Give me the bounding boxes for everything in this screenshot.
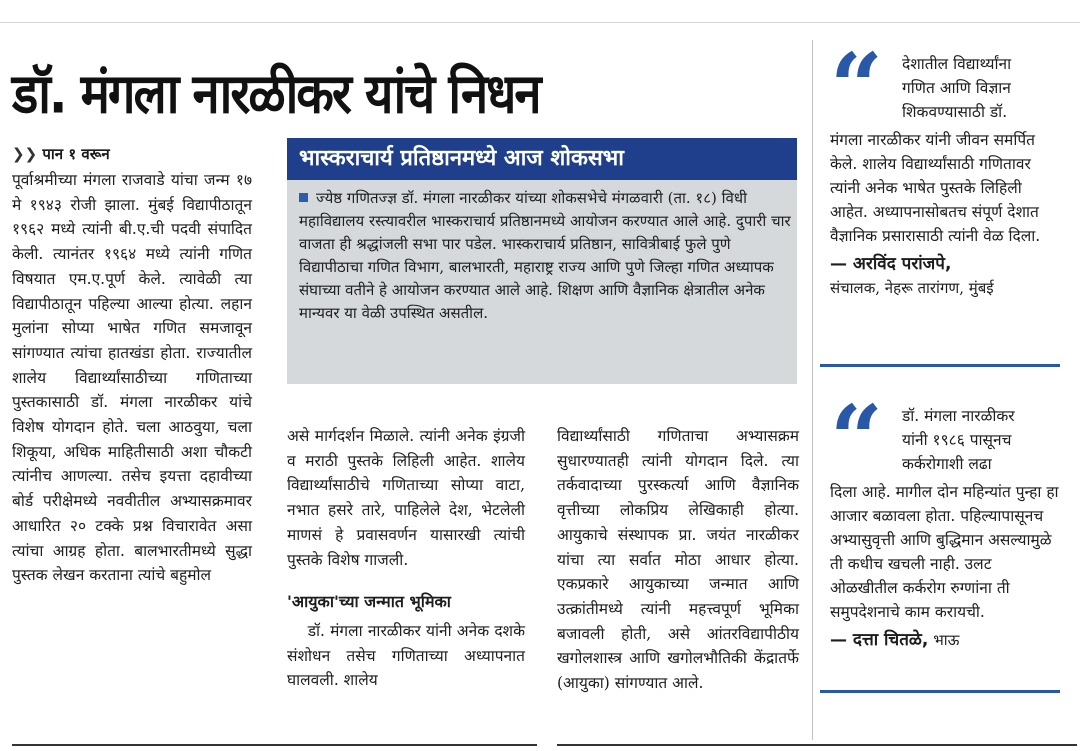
quote-block-1 <box>830 33 1062 300</box>
article-paragraph: असे मार्गदर्शन मिळाले. त्यांनी अनेक इंग्रजी व मराठी पुस्तके लिहिली आहेत. शालेय विद्यार्थ्यांसाठीचे गणिताच्या सोप्या वाटा, नभात हसरे तारे, पाहिलेले देश, भेटलेली माणसं हे प्रवासवर्णन यासारखी त्यांची पुस्तके विशेष गाजली. <box>287 427 525 569</box>
bottom-rule <box>12 744 537 751</box>
article-paragraph <box>287 619 525 693</box>
column-divider <box>812 40 813 740</box>
quote-mark-icon: “ <box>830 33 883 141</box>
quote-rule <box>820 690 1060 693</box>
subheading: 'आयुका'च्या जन्मात भूमिका <box>287 592 451 612</box>
article-paragraph-text: डॉ. मंगला नारळीकर यांनी अनेक दशके संशोधन तसेच गणिताच्या अध्यापनात घालवली. शालेय <box>287 621 525 690</box>
continued-label <box>12 144 272 164</box>
quote-line: डॉ. मंगला नारळीकर <box>902 407 1015 425</box>
bottom-rule <box>557 744 1077 751</box>
quote-designation: भाऊ <box>933 631 960 649</box>
event-box-heading: भास्कराचार्य प्रतिष्ठानमध्ये आज शोकसभा <box>287 138 797 180</box>
quote-line: शिकवण्यासाठी डॉ. <box>902 103 1008 121</box>
headline: डॉ. मंगला नारळीकर यांचे निधन <box>12 62 540 126</box>
quote-rule <box>820 364 1060 367</box>
quote-author: — अरविंद परांजपे, <box>830 254 952 274</box>
quote-block-2 <box>830 385 1062 652</box>
continued-text: पान १ वरून <box>42 145 110 163</box>
quote-line: यांनी १९८६ पासूनच <box>902 431 1012 449</box>
article-column-3 <box>557 424 799 696</box>
article-column-2 <box>287 424 525 693</box>
chevron-right-icon: ❯❯ <box>12 145 38 163</box>
article-column-1 <box>12 168 252 588</box>
top-rule <box>0 0 1080 23</box>
quote-designation: संचालक, नेहरू तारांगण, मुंबई <box>830 279 994 297</box>
event-box <box>287 138 797 384</box>
article-paragraph: विद्यार्थ्यांसाठी गणिताचा अभ्यासक्रम सुधारण्यातही त्यांनी योगदान दिले. त्या तर्कवादाच्या पुरस्कर्त्या आणि वैज्ञानिक वृत्तीच्या लोकप्रिय लेखिकाही होत्या. आयुकाचे संस्थापक प्रा. जयंत नारळीकर यांचा त्या सर्वात मोठा आधार होत्या. एकप्रकारे आयुकाच्या जन्मात आणि उत्क्रांतीमध्ये त्यांनी महत्त्वपूर्ण भूमिका बजावली होती, असे आंतरविद्यापीठीय खगोलशास्त्र आणि खगोलभौतिकी केंद्रातर्फे (आयुका) सांगण्यात आले. <box>557 427 799 693</box>
quote-line: गणित आणि विज्ञान <box>902 79 1011 97</box>
bullet-square-icon <box>299 193 308 202</box>
quote-text: दिला आहे. मागील दोन महिन्यांत पुन्हा हा आजार बळावला होता. पहिल्यापासूनच अभ्यासुवृत्ती आणि बुद्धिमान असल्यामुळे ती कधीच खचली नाही. उलट ओळखीतील कर्करोग रुग्णांना ती समुपदेशनाचे काम करायची. <box>830 483 1059 621</box>
article-paragraph: पूर्वाश्रमीच्या मंगला राजवाडे यांचा जन्म १७ मे १९४३ रोजी झाला. मुंबई विद्यापीठातून १९६२ मध्ये त्यांनी बी.ए.ची पदवी संपादित केली. त्यानंतर १९६४ मध्ये त्यांनी गणित विषयात एम.ए.पूर्ण केले. त्यावेळी त्या विद्यापीठातून पहिल्या आल्या होत्या. लहान मुलांना सोप्या भाषेत गणित समजावून सांगण्यात त्यांचा हातखंडा होता. राज्यातील शालेय विद्यार्थ्यांसाठीच्या गणिताच्या पुस्तकासाठी डॉ. मंगला नारळीकर यांचे विशेष योगदान होते. चला आठवुया, चला शिकूया, अधिक माहितीसाठी अशा चौकटी त्यांनीच आणल्या. तसेच इयत्ता दहावीच्या बोर्ड परीक्षेमध्ये नववीतील अभ्यासक्रमावर आधारित २० टक्के प्रश्न विचारावेत असा त्यांचा आग्रह होता. बालभारतीमध्ये सुद्धा पुस्तक लेखन करताना त्यांचे बहुमोल <box>12 171 252 585</box>
quote-text: मंगला नारळीकर यांनी जीवन समर्पित केले. शालेय विद्यार्थ्यांसाठी गणितावर त्यांनी अनेक भाषेत पुस्तके लिहिली आहेत. अध्यापनासोबतच संपूर्ण देशात वैज्ञानिक प्रसारासाठी त्यांनी वेळ दिला. <box>830 131 1041 245</box>
quote-line: देशातील विद्यार्थ्यांना <box>902 55 1012 73</box>
quote-line: कर्करोगाशी लढा <box>902 455 992 473</box>
quote-mark-icon: “ <box>830 385 883 493</box>
quote-author: — दत्ता चितळे, <box>830 630 929 650</box>
event-box-body <box>299 187 791 325</box>
event-box-text: ज्येष्ठ गणितज्ज्ञ डॉ. मंगला नारळीकर यांच्या शोकसभेचे मंगळवारी (ता. १८) विधी महाविद्यालय रस्त्यावरील भास्कराचार्य प्रतिष्ठानमध्ये आयोजन करण्यात आले आहे. दुपारी चार वाजता ही श्रद्धांजली सभा पार पडेल. भास्कराचार्य प्रतिष्ठान, सावित्रीबाई फुले पुणे विद्यापीठाचा गणित विभाग, बालभारती, महाराष्ट्र राज्य आणि पुणे जिल्हा गणित अध्यापक संघाच्या वतीने हे आयोजन करण्यात आले आहे. शिक्षण आणि वैज्ञानिक क्षेत्रातील अनेक मान्यवर या वेळी उपस्थित असतील. <box>299 189 791 322</box>
